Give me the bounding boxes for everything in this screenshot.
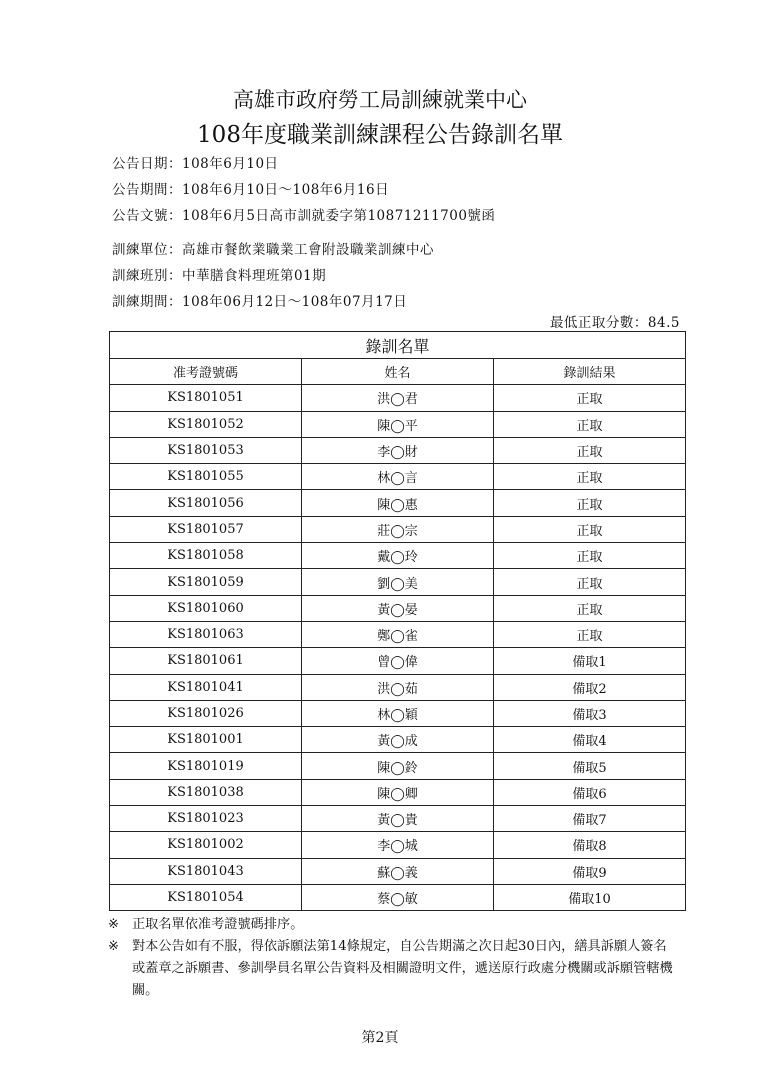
note-text: 正取名單依准考證號碼排序。 <box>132 917 304 932</box>
cell-exam-id: KS1801001 <box>110 727 302 753</box>
cell-exam-id: KS1801054 <box>110 884 302 910</box>
cell-result: 備取4 <box>494 727 686 753</box>
training-unit: 訓練單位：高雄市餐飲業職業工會附設職業訓練中心 <box>112 242 434 258</box>
cell-exam-id: KS1801055 <box>110 464 302 490</box>
cell-exam-id: KS1801002 <box>110 832 302 858</box>
column-header-result: 錄訓結果 <box>494 359 686 385</box>
table-row <box>110 490 686 516</box>
cell-exam-id: KS1801041 <box>110 674 302 700</box>
cell-name: 曾◯偉 <box>302 648 494 674</box>
cell-exam-id: KS1801052 <box>110 411 302 437</box>
cell-name: 洪◯君 <box>302 385 494 411</box>
announcement-period: 公告期間：108年6月10日～108年6月16日 <box>112 182 390 198</box>
cell-result: 備取2 <box>494 674 686 700</box>
cell-name: 黃◯貴 <box>302 806 494 832</box>
cell-exam-id: KS1801023 <box>110 806 302 832</box>
minimum-score: 最低正取分數：84.5 <box>549 315 680 331</box>
cell-exam-id: KS1801019 <box>110 753 302 779</box>
cell-name: 林◯言 <box>302 464 494 490</box>
training-period: 訓練期間：108年06月12日～108年07月17日 <box>112 294 408 310</box>
cell-exam-id: KS1801060 <box>110 595 302 621</box>
cell-name: 黃◯晏 <box>302 595 494 621</box>
table-row <box>110 595 686 621</box>
table-row <box>110 621 686 647</box>
table-body <box>110 385 686 911</box>
cell-name: 李◯城 <box>302 832 494 858</box>
cell-exam-id: KS1801059 <box>110 569 302 595</box>
cell-name: 蘇◯義 <box>302 858 494 884</box>
column-header-exam-id: 准考證號碼 <box>110 359 302 385</box>
table-row <box>110 806 686 832</box>
cell-name: 洪◯茹 <box>302 674 494 700</box>
page-number: 第2頁 <box>361 1030 399 1046</box>
cell-name: 戴◯玲 <box>302 543 494 569</box>
table-row <box>110 464 686 490</box>
cell-result: 正取 <box>494 516 686 542</box>
table-row <box>110 700 686 726</box>
cell-exam-id: KS1801063 <box>110 621 302 647</box>
reference-mark: ※ <box>108 917 120 932</box>
cell-result: 正取 <box>494 543 686 569</box>
cell-result: 備取7 <box>494 806 686 832</box>
cell-result: 正取 <box>494 437 686 463</box>
table-row <box>110 516 686 542</box>
org-title: 高雄市政府勞工局訓練就業中心 <box>233 88 527 112</box>
cell-result: 備取8 <box>494 832 686 858</box>
cell-result: 備取1 <box>494 648 686 674</box>
admission-table <box>109 331 686 911</box>
document-title: 108年度職業訓練課程公告錄訓名單 <box>197 122 563 148</box>
cell-result: 正取 <box>494 464 686 490</box>
table-row <box>110 832 686 858</box>
note-item <box>108 936 678 1002</box>
cell-exam-id: KS1801057 <box>110 516 302 542</box>
table-row <box>110 411 686 437</box>
note-text: 對本公告如有不服，得依訴願法第14條規定，自公告期滿之次日起30日內，繕具訴願人簽名或蓋章之訴願書、參訓學員名單公告資料及相關證明文件，遞送原行政處分機關或訴願管轄機關。 <box>132 939 673 998</box>
cell-exam-id: KS1801061 <box>110 648 302 674</box>
cell-exam-id: KS1801053 <box>110 437 302 463</box>
cell-exam-id: KS1801058 <box>110 543 302 569</box>
notes-section <box>108 914 678 1002</box>
cell-result: 正取 <box>494 385 686 411</box>
cell-result: 備取5 <box>494 753 686 779</box>
cell-exam-id: KS1801051 <box>110 385 302 411</box>
cell-name: 陳◯卿 <box>302 779 494 805</box>
cell-name: 林◯穎 <box>302 700 494 726</box>
table-row <box>110 543 686 569</box>
cell-name: 莊◯宗 <box>302 516 494 542</box>
table-row <box>110 674 686 700</box>
cell-result: 備取3 <box>494 700 686 726</box>
cell-exam-id: KS1801038 <box>110 779 302 805</box>
cell-name: 鄭◯雀 <box>302 621 494 647</box>
table-row <box>110 569 686 595</box>
cell-result: 備取6 <box>494 779 686 805</box>
table-row <box>110 648 686 674</box>
table-row <box>110 753 686 779</box>
table-caption: 錄訓名單 <box>110 332 686 359</box>
announcement-date: 公告日期：108年6月10日 <box>112 156 279 172</box>
cell-name: 李◯財 <box>302 437 494 463</box>
cell-result: 正取 <box>494 490 686 516</box>
training-class: 訓練班別：中華膳食料理班第01期 <box>112 268 327 284</box>
cell-result: 正取 <box>494 595 686 621</box>
cell-name: 陳◯鈴 <box>302 753 494 779</box>
cell-name: 黃◯成 <box>302 727 494 753</box>
cell-exam-id: KS1801056 <box>110 490 302 516</box>
cell-result: 正取 <box>494 621 686 647</box>
cell-name: 蔡◯敏 <box>302 884 494 910</box>
announcement-doc-number: 公告文號：108年6月5日高市訓就委字第10871211700號函 <box>112 208 496 224</box>
table-row <box>110 858 686 884</box>
table-row <box>110 437 686 463</box>
reference-mark: ※ <box>108 939 120 954</box>
cell-result: 備取9 <box>494 858 686 884</box>
cell-exam-id: KS1801026 <box>110 700 302 726</box>
cell-name: 劉◯美 <box>302 569 494 595</box>
cell-exam-id: KS1801043 <box>110 858 302 884</box>
table-row <box>110 779 686 805</box>
cell-result: 正取 <box>494 411 686 437</box>
cell-result: 備取10 <box>494 884 686 910</box>
cell-name: 陳◯惠 <box>302 490 494 516</box>
table-row <box>110 385 686 411</box>
cell-name: 陳◯平 <box>302 411 494 437</box>
table-row <box>110 727 686 753</box>
cell-result: 正取 <box>494 569 686 595</box>
note-item <box>108 914 678 936</box>
table-row <box>110 884 686 910</box>
column-header-name: 姓名 <box>302 359 494 385</box>
